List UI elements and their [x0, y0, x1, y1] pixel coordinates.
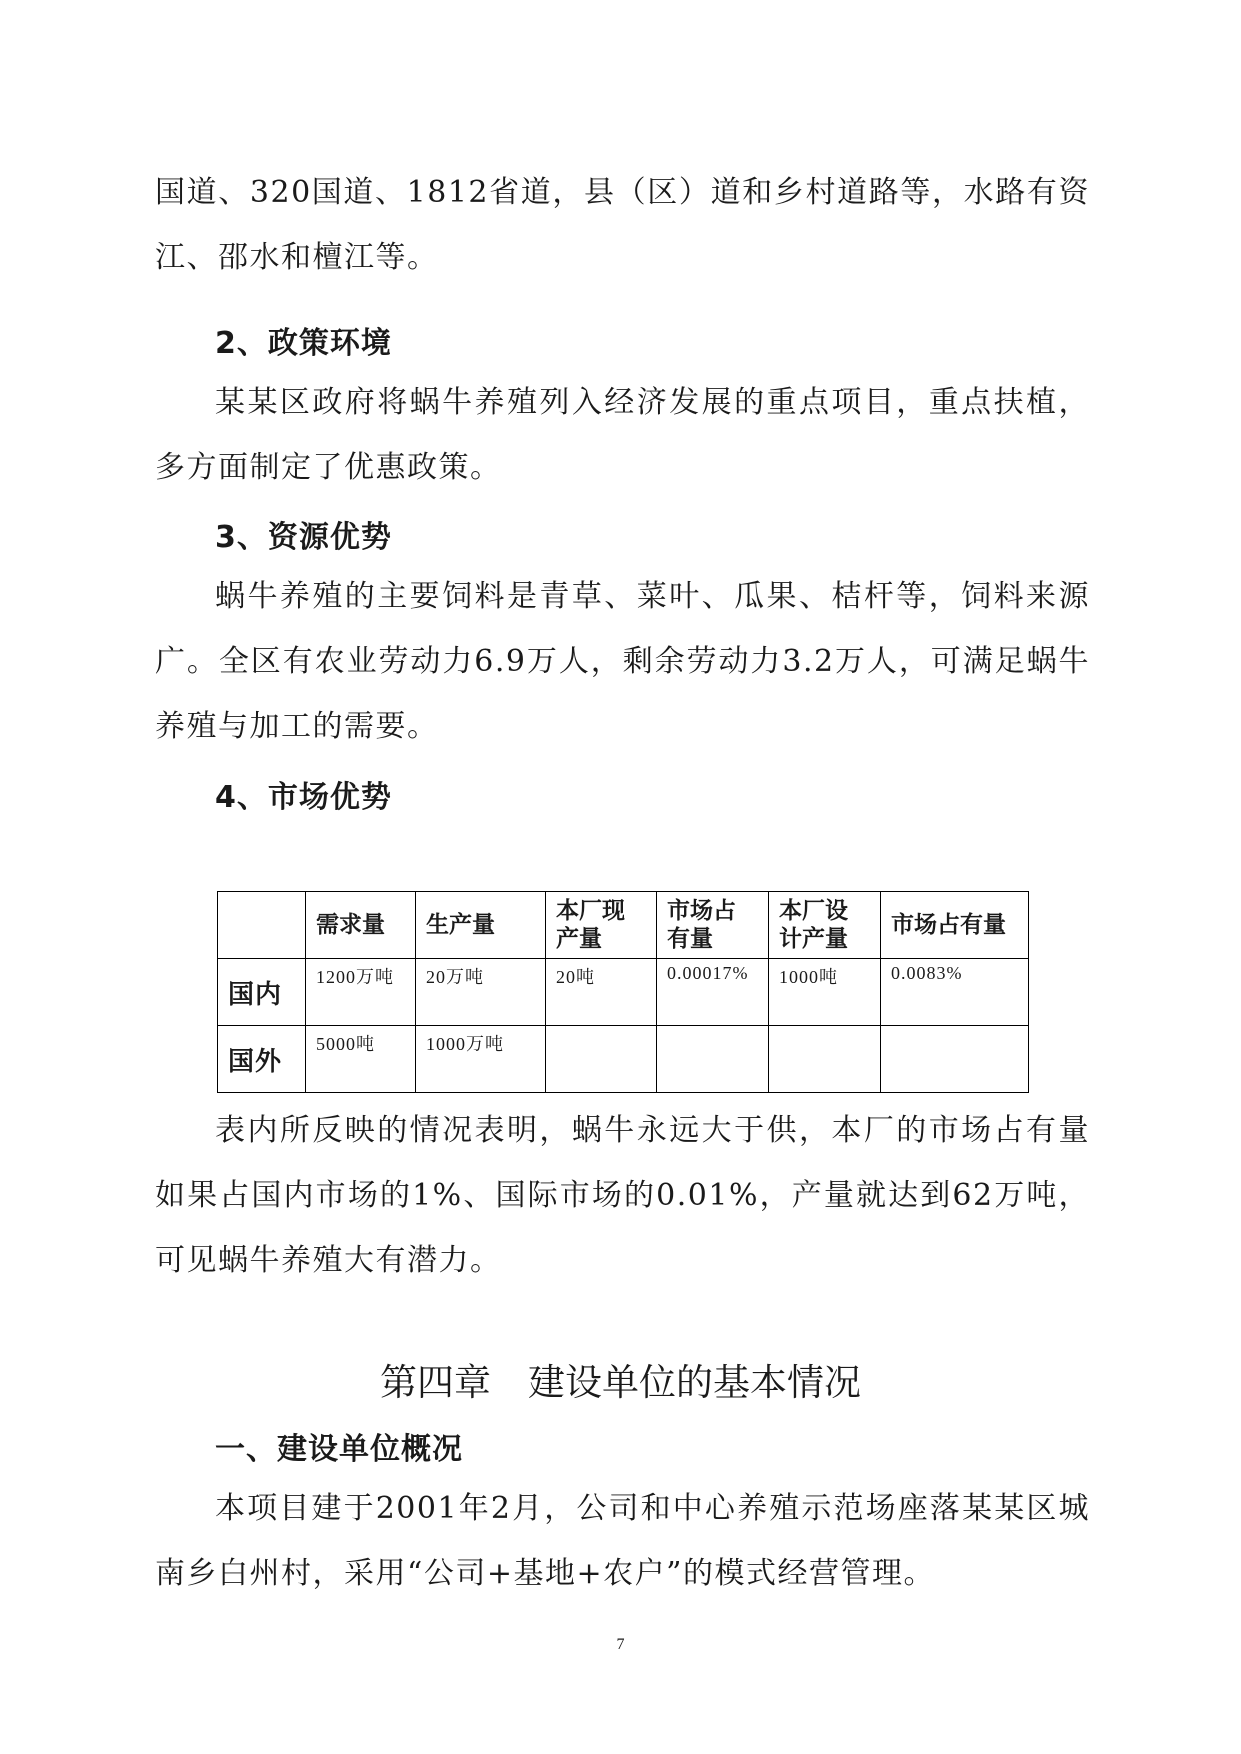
- paragraph-resource: 蜗牛养殖的主要饲料是青草、菜叶、瓜果、桔杆等，饲料来源广。全区有农业劳动力6.9万人，剩余劳动力3.2万人，可满足蜗牛养殖与加工的需要。: [155, 579, 1090, 744]
- heading-policy: 2、政策环境: [215, 326, 392, 361]
- table-header-cell: 本厂设计产量: [769, 892, 881, 959]
- table-cell: 1200万吨: [306, 959, 416, 1026]
- market-table: [217, 891, 1029, 1093]
- chapter-title: 第四章 建设单位的基本情况: [380, 1361, 861, 1404]
- paragraph-policy: 某某区政府将蜗牛养殖列入经济发展的重点项目，重点扶植，多方面制定了优惠政策。: [155, 385, 1090, 485]
- table-cell: [546, 1026, 657, 1093]
- heading-resource: 3、资源优势: [215, 520, 392, 555]
- page-number: 7: [616, 1636, 625, 1653]
- table-cell: [657, 1026, 769, 1093]
- table-header-cell: 本厂现产量: [546, 892, 657, 959]
- table-header-cell: 需求量: [306, 892, 416, 959]
- heading-market: 4、市场优势: [215, 780, 392, 815]
- table-cell: 1000吨: [769, 959, 881, 1026]
- table-row: [218, 959, 1029, 1026]
- table-header-cell: [218, 892, 306, 959]
- heading-overview: 一、建设单位概况: [215, 1432, 463, 1467]
- table-cell: 1000万吨: [416, 1026, 546, 1093]
- table-header-row: [218, 892, 1029, 959]
- table-header-cell: 市场占有量: [881, 892, 1029, 959]
- table-cell: 5000吨: [306, 1026, 416, 1093]
- row-label: 国外: [218, 1026, 306, 1093]
- table-cell: 0.00017%: [657, 959, 769, 1026]
- table-cell: 0.0083%: [881, 959, 1029, 1026]
- table-cell: 20吨: [546, 959, 657, 1026]
- paragraph-overview: 本项目建于2001年2月，公司和中心养殖示范场座落某某区城南乡白州村，采用“公司+基地+农户”的模式经营管理。: [155, 1491, 1090, 1591]
- table-header-cell: 生产量: [416, 892, 546, 959]
- paragraph-table-note: 表内所反映的情况表明，蜗牛永远大于供，本厂的市场占有量如果占国内市场的1%、国际市场的0.01%，产量就达到62万吨，可见蜗牛养殖大有潜力。: [155, 1113, 1090, 1278]
- table-cell: [769, 1026, 881, 1093]
- table-row: [218, 1026, 1029, 1093]
- table-cell: 20万吨: [416, 959, 546, 1026]
- table-cell: [881, 1026, 1029, 1093]
- paragraph-transport: 国道、320国道、1812省道，县（区）道和乡村道路等，水路有资江、邵水和檀江等。: [155, 175, 1090, 275]
- row-label: 国内: [218, 959, 306, 1026]
- table-header-cell: 市场占有量: [657, 892, 769, 959]
